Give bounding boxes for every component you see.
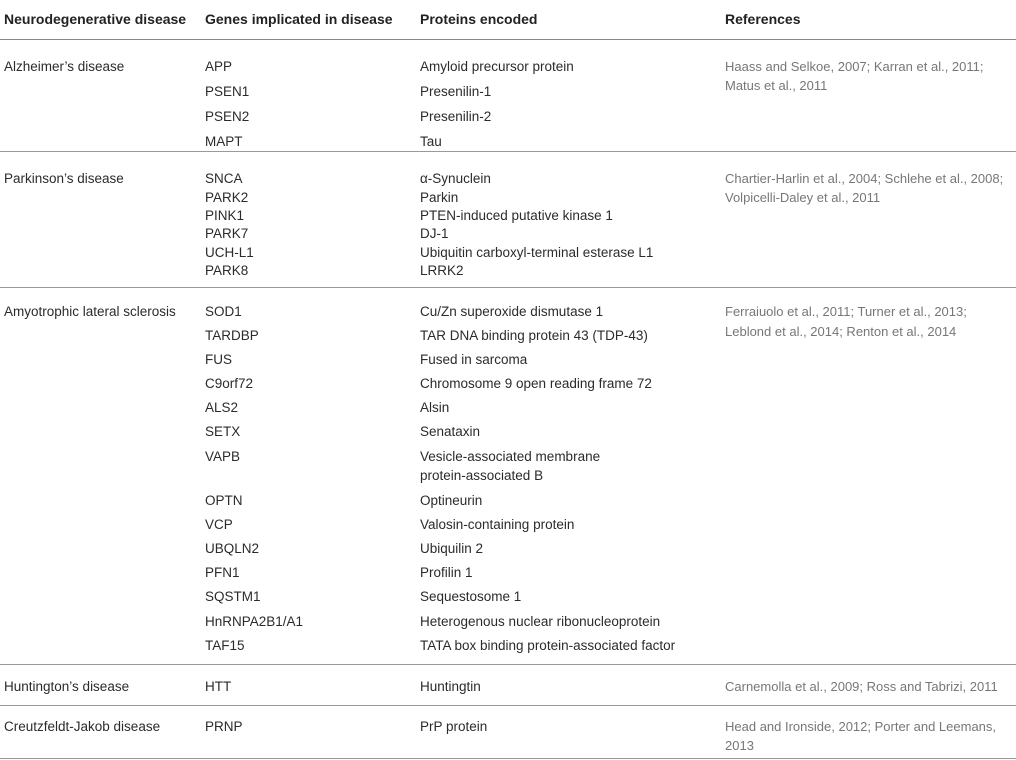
disease-cell: Amyotrophic lateral sclerosis bbox=[4, 304, 176, 319]
protein-cell: Cu/Zn superoxide dismutase 1 bbox=[420, 304, 604, 319]
protein-cell: PrP protein bbox=[420, 719, 488, 734]
gene-cell: UCH-L1 bbox=[205, 245, 254, 260]
gene-cell: C9orf72 bbox=[205, 376, 254, 391]
gene-cell: ALS2 bbox=[205, 400, 239, 415]
gene-cell: PSEN1 bbox=[205, 84, 250, 99]
gene-cell: SNCA bbox=[205, 171, 243, 186]
protein-cell: Vesicle-associated membrane bbox=[420, 449, 601, 464]
gene-cell: PARK2 bbox=[205, 190, 249, 205]
header-references: References bbox=[725, 11, 801, 27]
table-header bbox=[0, 0, 1016, 40]
table-row bbox=[0, 152, 1016, 288]
protein-cell: protein-associated B bbox=[420, 468, 544, 483]
table-row bbox=[0, 706, 1016, 759]
gene-cell: HTT bbox=[205, 679, 232, 694]
protein-cell: Huntingtin bbox=[420, 679, 481, 694]
gene-cell: PSEN2 bbox=[205, 109, 250, 124]
protein-cell: Sequestosome 1 bbox=[420, 589, 522, 604]
gene-cell: OPTN bbox=[205, 493, 243, 508]
protein-cell: Presenilin-1 bbox=[420, 84, 492, 99]
gene-cell: TAF15 bbox=[205, 638, 245, 653]
protein-cell: α-Synuclein bbox=[420, 171, 491, 186]
disease-cell: Parkinson’s disease bbox=[4, 171, 124, 186]
protein-cell: TATA box binding protein-associated factor bbox=[420, 638, 676, 653]
reference-line: Haass and Selkoe, 2007; Karran et al., 2011; bbox=[725, 59, 984, 74]
protein-cell: Optineurin bbox=[420, 493, 483, 508]
gene-cell: SQSTM1 bbox=[205, 589, 261, 604]
protein-cell: Parkin bbox=[420, 190, 459, 205]
protein-cell: PTEN-induced putative kinase 1 bbox=[420, 208, 613, 223]
header-proteins: Proteins encoded bbox=[420, 11, 538, 27]
gene-cell: PFN1 bbox=[205, 565, 240, 580]
gene-cell: SETX bbox=[205, 424, 241, 439]
disease-cell: Huntington’s disease bbox=[4, 679, 130, 694]
protein-cell: DJ-1 bbox=[420, 226, 449, 241]
gene-cell: APP bbox=[205, 59, 233, 74]
gene-cell: UBQLN2 bbox=[205, 541, 260, 556]
protein-cell: Senataxin bbox=[420, 424, 481, 439]
protein-cell: Ubiquitin carboxyl-terminal esterase L1 bbox=[420, 245, 654, 260]
reference-line: 2013 bbox=[725, 738, 754, 753]
reference-line: Volpicelli-Daley et al., 2011 bbox=[725, 190, 881, 205]
disease-cell: Creutzfeldt-Jakob disease bbox=[4, 719, 161, 734]
table-row bbox=[0, 665, 1016, 706]
gene-cell: SOD1 bbox=[205, 304, 242, 319]
protein-cell: TAR DNA binding protein 43 (TDP-43) bbox=[420, 328, 648, 343]
reference-line: Ferraiuolo et al., 2011; Turner et al., 2013; bbox=[725, 304, 967, 319]
gene-cell: VAPB bbox=[205, 449, 241, 464]
gene-cell: VCP bbox=[205, 517, 233, 532]
protein-cell: Tau bbox=[420, 134, 442, 149]
gene-cell: PRNP bbox=[205, 719, 243, 734]
reference-line: Chartier-Harlin et al., 2004; Schlehe et al., 2008; bbox=[725, 171, 1004, 186]
gene-cell: TARDBP bbox=[205, 328, 259, 343]
gene-cell: MAPT bbox=[205, 134, 243, 149]
protein-cell: Ubiquilin 2 bbox=[420, 541, 484, 556]
protein-cell: Chromosome 9 open reading frame 72 bbox=[420, 376, 652, 391]
protein-cell: Heterogenous nuclear ribonucleoprotein bbox=[420, 614, 661, 629]
protein-cell: Profilin 1 bbox=[420, 565, 473, 580]
header-genes: Genes implicated in disease bbox=[205, 11, 393, 27]
gene-cell: PARK8 bbox=[205, 263, 249, 278]
protein-cell: Fused in sarcoma bbox=[420, 352, 528, 367]
protein-cell: Presenilin-2 bbox=[420, 109, 492, 124]
disease-cell: Alzheimer’s disease bbox=[4, 59, 125, 74]
gene-cell: PINK1 bbox=[205, 208, 245, 223]
protein-cell: Alsin bbox=[420, 400, 450, 415]
protein-cell: LRRK2 bbox=[420, 263, 464, 278]
protein-cell: Valosin-containing protein bbox=[420, 517, 575, 532]
reference-line: Matus et al., 2011 bbox=[725, 78, 828, 93]
gene-cell: FUS bbox=[205, 352, 232, 367]
gene-cell: PARK7 bbox=[205, 226, 249, 241]
gene-cell: HnRNPA2B1/A1 bbox=[205, 614, 304, 629]
table-row bbox=[0, 288, 1016, 665]
reference-line: Carnemolla et al., 2009; Ross and Tabrizi, 2011 bbox=[725, 679, 998, 694]
table-row bbox=[0, 40, 1016, 152]
header-disease: Neurodegenerative disease bbox=[4, 11, 187, 27]
reference-line: Head and Ironside, 2012; Porter and Leemans, bbox=[725, 719, 997, 734]
reference-line: Leblond et al., 2014; Renton et al., 2014 bbox=[725, 324, 957, 339]
protein-cell: Amyloid precursor protein bbox=[420, 59, 574, 74]
